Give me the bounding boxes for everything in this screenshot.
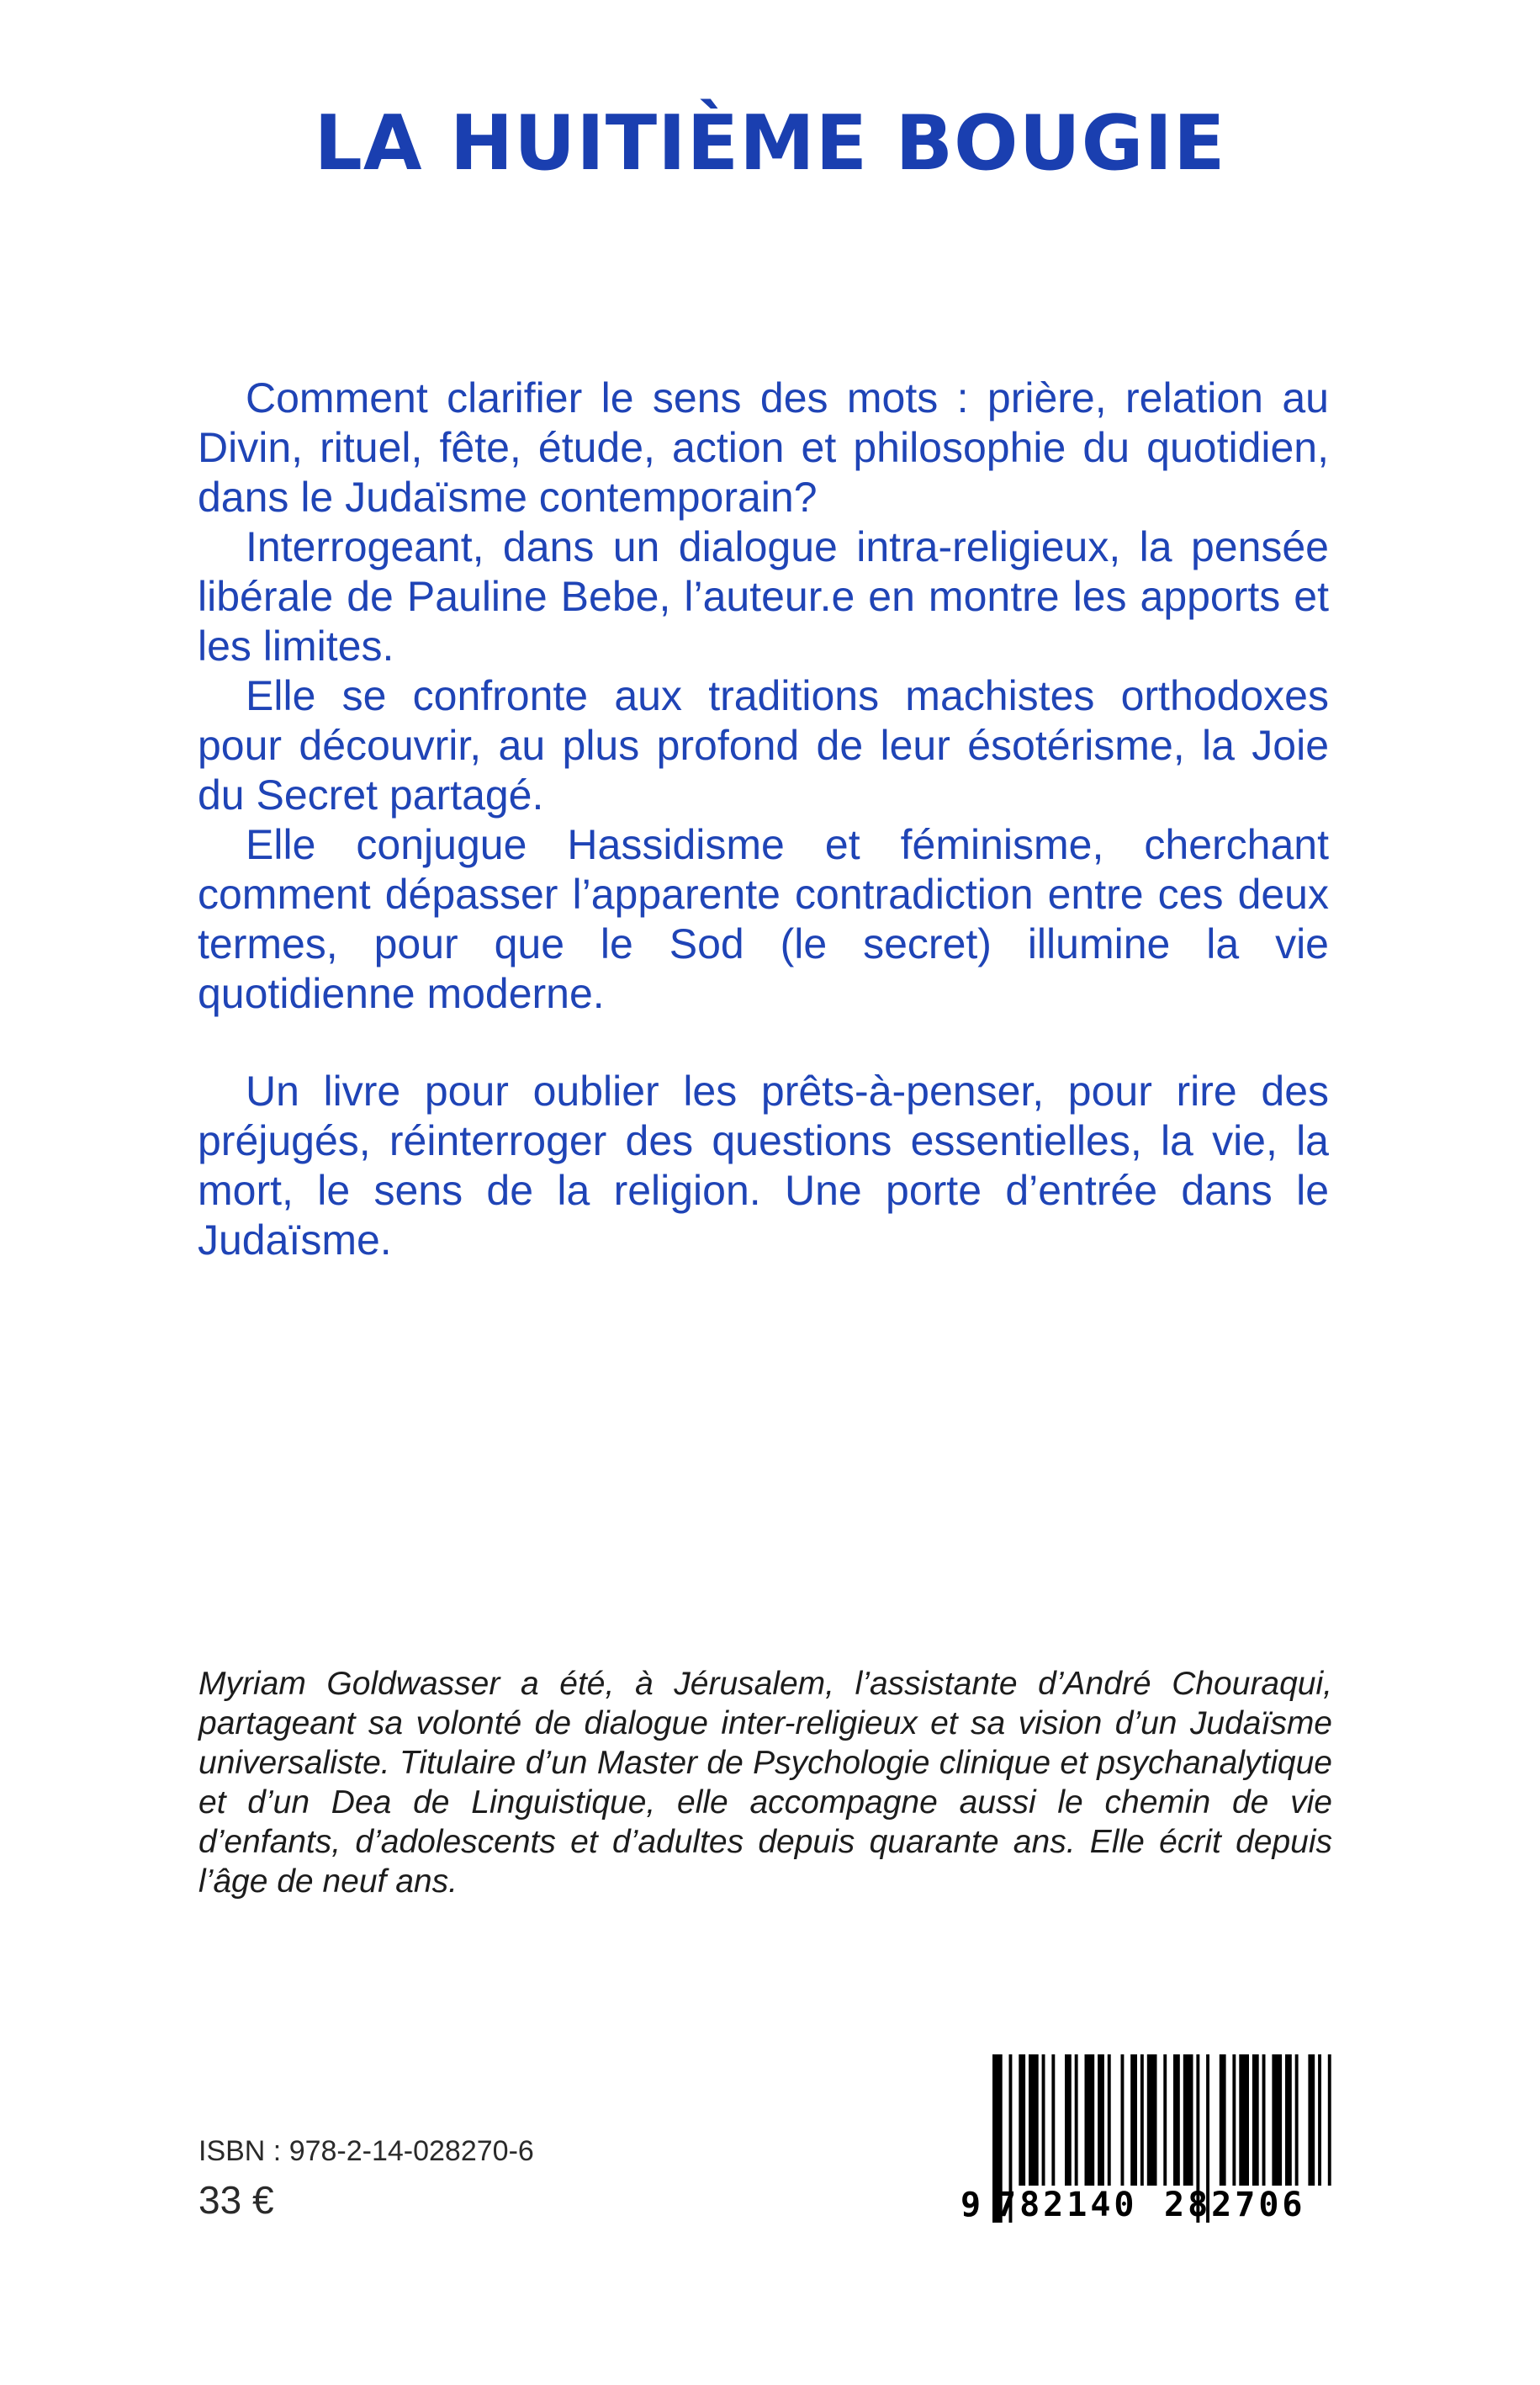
isbn: ISBN : 978-2-14-028270-6 — [198, 2135, 534, 2167]
barcode-first-digit: 9 — [961, 2186, 982, 2224]
blurb-paragraph: Elle se confronte aux traditions machistes orthodoxes pour découvrir, au plus profond de leur ésotérisme, la Joie du Secret partagé. — [198, 672, 1329, 819]
barcode-bar — [1065, 2054, 1072, 2186]
barcode-bar — [1295, 2054, 1299, 2186]
barcode-bar — [1051, 2054, 1055, 2186]
blurb-paragraph: Comment clarifier le sens des mots : prière, relation au Divin, rituel, fête, étude, action et philosophie du quotidien, dans le Judaïsme contemporain? — [198, 374, 1329, 521]
barcode-bar — [1239, 2054, 1249, 2186]
blurb-paragraph: Interrogeant, dans un dialogue intra-religieux, la pensée libérale de Pauline Bebe, l’auteur.e en montre les apports et les limites. — [198, 523, 1329, 670]
barcode-bar — [1318, 2054, 1321, 2186]
barcode-bar — [1130, 2054, 1137, 2186]
barcode-bar — [1220, 2054, 1226, 2186]
barcode-digits — [959, 2184, 1339, 2229]
barcode — [959, 2051, 1339, 2236]
barcode-bar — [1075, 2054, 1078, 2186]
barcode-bar — [1262, 2054, 1266, 2186]
barcode-bar — [1121, 2054, 1125, 2186]
barcode-bar — [1328, 2054, 1331, 2186]
barcode-bar — [1098, 2054, 1104, 2186]
barcode-bar — [1042, 2054, 1045, 2186]
barcode-bar — [1252, 2054, 1259, 2186]
barcode-bar — [1232, 2054, 1236, 2186]
blurb-paragraph: Elle conjugue Hassidisme et féminisme, cherchant comment dépasser l’apparente contradiction entre ces deux termes, pour que le Sod (le secret) illumine la vie quotidienne moderne. — [198, 821, 1329, 1017]
barcode-bar — [1163, 2054, 1167, 2186]
barcode-right-group: 282706 — [1164, 2186, 1306, 2224]
barcode-bar — [1285, 2054, 1292, 2186]
barcode-bar — [1173, 2054, 1180, 2186]
author-bio: Myriam Goldwasser a été, à Jérusalem, l’assistante d’André Chouraqui, partageant sa volonté de dialogue inter-religieux et sa vision d’un Judaïsme universaliste. Titulaire d’un Master de Psychologie clinique et psychanalytique et d’un Dea de Linguistique, elle accompagne aussi le chemin de vie d’enfants, d’adolescents et d’adultes depuis quarante ans. Elle écrit depuis l’âge de neuf ans. — [198, 1666, 1332, 1900]
barcode-bar — [1029, 2054, 1039, 2186]
barcode-bar — [1108, 2054, 1111, 2186]
barcode-bar — [1272, 2054, 1282, 2186]
book-title: LA HUITIÈME BOUGIE — [314, 99, 1226, 188]
barcode-bar — [1308, 2054, 1315, 2186]
barcode-bar — [1085, 2054, 1095, 2186]
barcode-left-group: 782140 — [996, 2186, 1138, 2224]
blurb — [198, 374, 1329, 1265]
barcode-bar — [1019, 2054, 1025, 2186]
blurb-paragraph: Un livre pour oublier les prêts-à-penser, pour rire des préjugés, réinterroger des questions essentielles, la vie, la mort, le sens de la religion. Une porte d’entrée dans le Judaïsme. — [198, 1068, 1329, 1264]
price: 33 € — [198, 2178, 274, 2222]
barcode-bar — [1183, 2054, 1193, 2186]
barcode-bar — [1140, 2054, 1144, 2186]
barcode-bar — [1147, 2054, 1157, 2186]
